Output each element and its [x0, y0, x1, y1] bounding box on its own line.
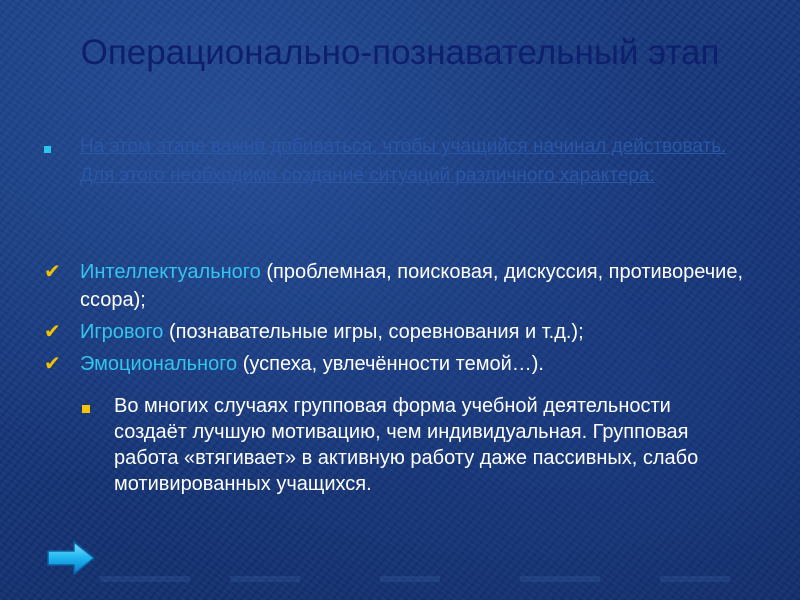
item-description: (познавательные игры, соревнования и т.д.); — [163, 321, 584, 343]
list-item — [44, 350, 764, 378]
note-paragraph — [82, 393, 732, 497]
checkmark-icon: ✔ — [44, 261, 61, 283]
square-bullet-icon — [44, 146, 51, 153]
item-term: Игрового — [80, 321, 164, 343]
square-bullet-icon — [82, 405, 90, 413]
item-description: (проблемная, поисковая, дискуссия, противоречие, ссора); — [80, 261, 744, 311]
slide-title: Операционально-познавательный этап — [80, 33, 720, 72]
checkmark-icon: ✔ — [44, 321, 61, 343]
intro-text: На этом этапе важно добиваться, чтобы учащийся начинал действовать. Для этого необходимо создание ситуаций различного характера: — [80, 136, 727, 186]
next-slide-button[interactable] — [46, 540, 96, 576]
item-description: (успеха, увлечённости темой…). — [237, 353, 544, 375]
note-text: Во многих случаях групповая форма учебной деятельности создаёт лучшую мотивацию, чем индивидуальная. Групповая работа «втягивает» в активную работу даже пассивных, слабо мотивированных учащихся. — [114, 395, 699, 495]
list-item — [44, 318, 764, 346]
list-item — [44, 258, 764, 314]
item-term: Интеллектуального — [80, 261, 261, 283]
arrow-right-icon — [46, 540, 96, 576]
intro-paragraph — [44, 132, 734, 190]
footer-watermark — [100, 568, 740, 590]
item-term: Эмоционального — [80, 353, 238, 375]
situation-list — [44, 258, 764, 382]
checkmark-icon: ✔ — [44, 353, 61, 375]
watermark-graphic — [100, 568, 740, 590]
